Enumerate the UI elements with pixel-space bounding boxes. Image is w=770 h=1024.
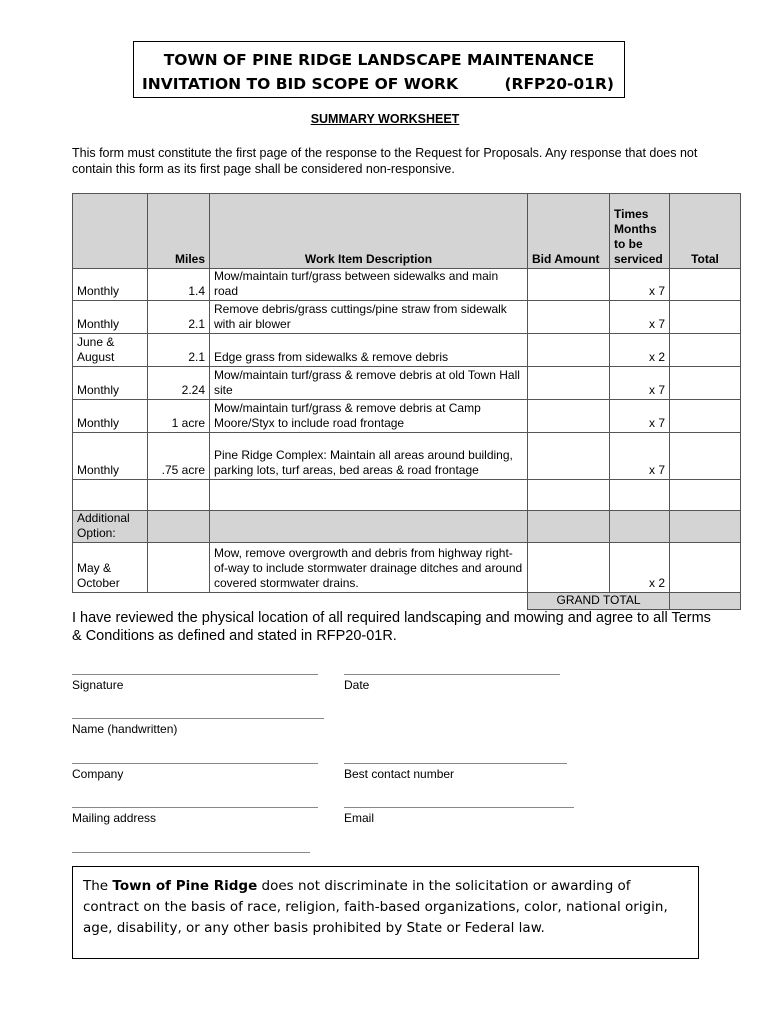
blank-cell (148, 593, 210, 610)
table-row (73, 367, 741, 400)
notice-post: does not discriminate in the solicitation or awarding of contract on the basis of race, religion, faith-based organizations, color, national origin, age, disability, or any other basis prohibited by State or Federal law. (83, 878, 668, 936)
total-header: Total (670, 194, 741, 269)
bid-amount-cell[interactable] (528, 400, 610, 433)
table-row (73, 301, 741, 334)
shaded-cell (528, 511, 610, 543)
empty-row (73, 480, 741, 511)
freq-cell: Monthly (73, 301, 148, 334)
empty-cell (73, 480, 148, 511)
non-discrimination-notice (72, 866, 699, 959)
mailing-label: Mailing address (72, 811, 157, 825)
times-cell: x 7 (610, 301, 670, 334)
shaded-cell (210, 511, 528, 543)
desc-header: Work Item Description (210, 194, 528, 269)
empty-cell (148, 480, 210, 511)
shaded-cell (610, 511, 670, 543)
times-cell: x 2 (610, 543, 670, 593)
worksheet-subtitle: SUMMARY WORKSHEET (310, 112, 460, 126)
freq-cell: Monthly (73, 269, 148, 301)
table-row (73, 334, 741, 367)
rfp-number: (RFP20-01R) (504, 75, 614, 93)
empty-cell (210, 480, 528, 511)
freq-header (73, 194, 148, 269)
title-line-1: TOWN OF PINE RIDGE LANDSCAPE MAINTENANCE (163, 51, 595, 69)
times-cell: x 7 (610, 367, 670, 400)
bid-amount-cell[interactable] (528, 433, 610, 480)
bid-header: Bid Amount (528, 194, 610, 269)
mailing-line[interactable] (72, 807, 318, 808)
grand-total-row (73, 593, 741, 610)
table-row (73, 269, 741, 301)
signature-line[interactable] (72, 674, 318, 675)
miles-cell: 2.1 (148, 301, 210, 334)
bid-amount-cell[interactable] (528, 367, 610, 400)
total-cell[interactable] (670, 433, 741, 480)
title-line-2: INVITATION TO BID SCOPE OF WORK (142, 75, 458, 93)
blank-cell (73, 593, 148, 610)
blank-cell (210, 593, 528, 610)
name-label: Name (handwritten) (72, 722, 178, 736)
miles-cell: 2.24 (148, 367, 210, 400)
company-label: Company (72, 767, 124, 781)
miles-cell: 1 acre (148, 400, 210, 433)
notice-pre: The (83, 878, 113, 894)
shaded-cell (148, 511, 210, 543)
grand-total-cell[interactable] (670, 593, 741, 610)
table-header-row (73, 194, 741, 269)
freq-cell: June & August (73, 334, 148, 367)
table-row (73, 400, 741, 433)
miles-cell: 2.1 (148, 334, 210, 367)
contact-label: Best contact number (344, 767, 455, 781)
bid-amount-cell[interactable] (528, 543, 610, 593)
bid-amount-cell[interactable] (528, 301, 610, 334)
signature-label: Signature (72, 678, 124, 692)
times-cell: x 7 (610, 400, 670, 433)
freq-cell: May & October (73, 543, 148, 593)
date-label: Date (344, 678, 370, 692)
additional-option-row (73, 511, 741, 543)
title-box (133, 41, 625, 98)
desc-cell: Edge grass from sidewalks & remove debris (210, 334, 528, 367)
total-cell[interactable] (670, 269, 741, 301)
intro-text: This form must constitute the first page of the response to the Request for Proposals. Any response that does not contain this form as its first page shall be considered non-responsive. (72, 146, 698, 176)
review-statement: I have reviewed the physical location of all required landscaping and mowing and agree to all Terms & Conditions as defined and stated in RFP20-01R. (72, 610, 711, 644)
times-header: Times Months to be serviced (610, 194, 670, 269)
desc-cell: Mow/maintain turf/grass between sidewalks and main road (210, 269, 528, 301)
date-line[interactable] (344, 674, 560, 675)
freq-cell: Monthly (73, 367, 148, 400)
times-cell: x 7 (610, 269, 670, 301)
total-cell[interactable] (670, 301, 741, 334)
desc-cell: Mow/maintain turf/grass & remove debris at old Town Hall site (210, 367, 528, 400)
additional-option-label: Additional Option: (73, 511, 148, 543)
empty-cell (610, 480, 670, 511)
total-cell[interactable] (670, 367, 741, 400)
miles-cell: 1.4 (148, 269, 210, 301)
miles-header: Miles (148, 194, 210, 269)
empty-cell (528, 480, 610, 511)
email-label: Email (344, 811, 375, 825)
miles-cell: .75 acre (148, 433, 210, 480)
desc-cell: Mow/maintain turf/grass & remove debris at Camp Moore/Styx to include road frontage (210, 400, 528, 433)
email-line[interactable] (344, 807, 574, 808)
freq-cell: Monthly (73, 400, 148, 433)
table-row (73, 433, 741, 480)
desc-cell: Pine Ridge Complex: Maintain all areas around building, parking lots, turf areas, bed areas & road frontage (210, 433, 528, 480)
times-cell: x 7 (610, 433, 670, 480)
name-line[interactable] (72, 718, 324, 719)
notice-town-name: Town of Pine Ridge (112, 878, 258, 894)
desc-cell: Mow, remove overgrowth and debris from highway right-of-way to include stormwater drainage ditches and around covered stormwater drains. (210, 543, 528, 593)
summary-worksheet-table (72, 193, 741, 610)
miles-cell (148, 543, 210, 593)
grand-total-label: GRAND TOTAL (528, 593, 670, 610)
total-cell[interactable] (670, 334, 741, 367)
mailing-line-2[interactable] (72, 852, 310, 853)
total-cell[interactable] (670, 400, 741, 433)
bid-amount-cell[interactable] (528, 269, 610, 301)
bid-amount-cell[interactable] (528, 334, 610, 367)
company-line[interactable] (72, 763, 318, 764)
freq-cell: Monthly (73, 433, 148, 480)
option-row (73, 543, 741, 593)
times-cell: x 2 (610, 334, 670, 367)
contact-line[interactable] (344, 763, 567, 764)
shaded-cell (670, 511, 741, 543)
desc-cell: Remove debris/grass cuttings/pine straw from sidewalk with air blower (210, 301, 528, 334)
empty-cell (670, 480, 741, 511)
total-cell[interactable] (670, 543, 741, 593)
